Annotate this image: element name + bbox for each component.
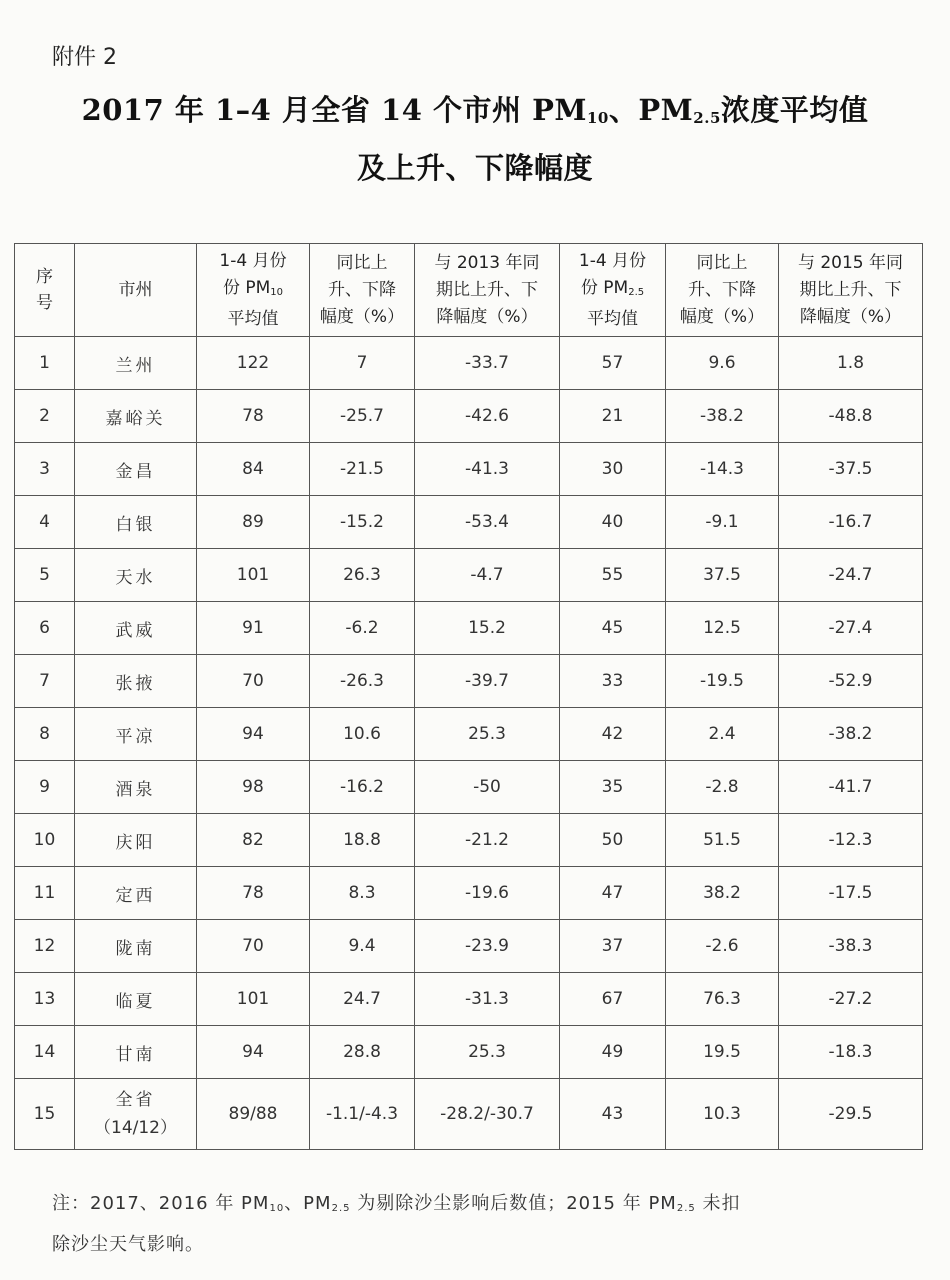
cell-city: 天水 xyxy=(75,549,197,602)
table-row xyxy=(15,496,923,549)
cell-pm10-2013: -21.2 xyxy=(415,814,560,867)
cell-city: 平凉 xyxy=(75,708,197,761)
cell-pm25-2015: -27.2 xyxy=(779,973,923,1026)
cell-seq: 2 xyxy=(15,390,75,443)
cell-pm25-yoy: -14.3 xyxy=(666,443,779,496)
cell-pm10-2013: -4.7 xyxy=(415,549,560,602)
cell-seq: 11 xyxy=(15,867,75,920)
cell-pm10-2013: 15.2 xyxy=(415,602,560,655)
cell-pm25-2015: -17.5 xyxy=(779,867,923,920)
cell-pm10-2013: -19.6 xyxy=(415,867,560,920)
cell-pm10-yoy: -26.3 xyxy=(310,655,415,708)
cell-pm10: 94 xyxy=(197,1026,310,1079)
pm-concentration-table xyxy=(14,243,923,1150)
cell-seq: 14 xyxy=(15,1026,75,1079)
cell-pm25: 67 xyxy=(560,973,666,1026)
cell-pm25: 37 xyxy=(560,920,666,973)
cell-city: 张掖 xyxy=(75,655,197,708)
cell-pm10: 89/88 xyxy=(197,1079,310,1150)
table-header-row xyxy=(15,244,923,337)
cell-pm25-yoy: 9.6 xyxy=(666,337,779,390)
cell-pm10-yoy: 24.7 xyxy=(310,973,415,1026)
cell-pm25-yoy: 37.5 xyxy=(666,549,779,602)
cell-pm10-yoy: -25.7 xyxy=(310,390,415,443)
cell-seq: 4 xyxy=(15,496,75,549)
header-city: 市州 xyxy=(75,244,197,337)
footnote: 注：2017、2016 年 $PM_{10}$、$PM_{2.5}$ 为剔除沙尘影响后数值；2015 年 $PM_{2.5}$ 未扣 除沙尘天气影响。 xyxy=(52,1193,741,1255)
table-row xyxy=(15,708,923,761)
cell-pm25-2015: -27.4 xyxy=(779,602,923,655)
cell-pm25-2015: -37.5 xyxy=(779,443,923,496)
cell-pm25-2015: 1.8 xyxy=(779,337,923,390)
cell-city: 嘉峪关 xyxy=(75,390,197,443)
cell-pm25-yoy: 76.3 xyxy=(666,973,779,1026)
cell-pm10: 91 xyxy=(197,602,310,655)
cell-seq: 6 xyxy=(15,602,75,655)
page-subtitle: 及上升、下降幅度 xyxy=(356,151,593,185)
cell-pm25: 42 xyxy=(560,708,666,761)
cell-pm10: 70 xyxy=(197,655,310,708)
cell-pm10: 101 xyxy=(197,973,310,1026)
table-row xyxy=(15,655,923,708)
cell-city: 陇南 xyxy=(75,920,197,973)
cell-pm25-2015: -41.7 xyxy=(779,761,923,814)
cell-pm10: 122 xyxy=(197,337,310,390)
cell-pm10: 101 xyxy=(197,549,310,602)
cell-pm25: 55 xyxy=(560,549,666,602)
header-seq: 序号 xyxy=(15,244,75,337)
cell-pm25-2015: -24.7 xyxy=(779,549,923,602)
cell-pm25-yoy: 38.2 xyxy=(666,867,779,920)
cell-city: 临夏 xyxy=(75,973,197,1026)
cell-pm10-yoy: 9.4 xyxy=(310,920,415,973)
cell-pm25-2015: -38.3 xyxy=(779,920,923,973)
cell-pm10-yoy: -6.2 xyxy=(310,602,415,655)
cell-pm10-2013: -53.4 xyxy=(415,496,560,549)
cell-city: 定西 xyxy=(75,867,197,920)
table-row xyxy=(15,602,923,655)
table-row xyxy=(15,973,923,1026)
table-row xyxy=(15,920,923,973)
table-row xyxy=(15,1026,923,1079)
cell-pm25: 33 xyxy=(560,655,666,708)
table-row xyxy=(15,390,923,443)
cell-pm10-2013: -28.2/-30.7 xyxy=(415,1079,560,1150)
cell-pm10-2013: 25.3 xyxy=(415,708,560,761)
cell-pm25: 35 xyxy=(560,761,666,814)
cell-pm10: 89 xyxy=(197,496,310,549)
cell-seq: 8 xyxy=(15,708,75,761)
cell-city: 全省 （14/12） xyxy=(75,1079,197,1150)
cell-pm10-2013: -39.7 xyxy=(415,655,560,708)
cell-pm10-yoy: 18.8 xyxy=(310,814,415,867)
cell-pm25-yoy: -9.1 xyxy=(666,496,779,549)
cell-pm25-2015: -38.2 xyxy=(779,708,923,761)
cell-city: 酒泉 xyxy=(75,761,197,814)
cell-city: 甘南 xyxy=(75,1026,197,1079)
cell-pm25: 50 xyxy=(560,814,666,867)
cell-pm25-yoy: 51.5 xyxy=(666,814,779,867)
cell-pm10-2013: -50 xyxy=(415,761,560,814)
cell-pm10: 82 xyxy=(197,814,310,867)
cell-pm25: 57 xyxy=(560,337,666,390)
table-row xyxy=(15,814,923,867)
header-pm25-yoy: 同比上 升、下降 幅度（%） xyxy=(666,244,779,337)
cell-pm10-yoy: 28.8 xyxy=(310,1026,415,1079)
cell-pm25-2015: -12.3 xyxy=(779,814,923,867)
cell-seq: 5 xyxy=(15,549,75,602)
cell-pm10-yoy: 10.6 xyxy=(310,708,415,761)
attachment-label: 附件 2 xyxy=(52,45,117,70)
cell-pm25: 43 xyxy=(560,1079,666,1150)
cell-seq: 9 xyxy=(15,761,75,814)
cell-pm25: 47 xyxy=(560,867,666,920)
cell-pm10-2013: -41.3 xyxy=(415,443,560,496)
cell-pm10: 78 xyxy=(197,867,310,920)
cell-seq: 13 xyxy=(15,973,75,1026)
cell-seq: 12 xyxy=(15,920,75,973)
table-row xyxy=(15,867,923,920)
page-title: 2017 年 1–4 月全省 14 个市州 $PM_{10}$、$PM_{2.5}$浓度平均值 xyxy=(81,93,869,127)
cell-pm25-yoy: 2.4 xyxy=(666,708,779,761)
cell-pm25: 45 xyxy=(560,602,666,655)
cell-pm25: 21 xyxy=(560,390,666,443)
cell-city: 兰州 xyxy=(75,337,197,390)
table-row xyxy=(15,337,923,390)
cell-pm10: 98 xyxy=(197,761,310,814)
cell-pm25-yoy: -38.2 xyxy=(666,390,779,443)
cell-pm10-yoy: -21.5 xyxy=(310,443,415,496)
header-pm10-yoy: 同比上 升、下降 幅度（%） xyxy=(310,244,415,337)
cell-city: 金昌 xyxy=(75,443,197,496)
cell-pm10-yoy: -16.2 xyxy=(310,761,415,814)
cell-pm25-2015: -52.9 xyxy=(779,655,923,708)
cell-pm25-yoy: 19.5 xyxy=(666,1026,779,1079)
cell-seq: 3 xyxy=(15,443,75,496)
cell-pm25-2015: -16.7 xyxy=(779,496,923,549)
cell-pm10-yoy: 7 xyxy=(310,337,415,390)
cell-pm10: 84 xyxy=(197,443,310,496)
cell-pm10: 78 xyxy=(197,390,310,443)
cell-seq: 7 xyxy=(15,655,75,708)
cell-pm25-2015: -18.3 xyxy=(779,1026,923,1079)
cell-pm25-yoy: 12.5 xyxy=(666,602,779,655)
cell-pm25: 30 xyxy=(560,443,666,496)
cell-pm25: 40 xyxy=(560,496,666,549)
cell-pm10-2013: -33.7 xyxy=(415,337,560,390)
cell-pm10-yoy: -15.2 xyxy=(310,496,415,549)
cell-seq: 15 xyxy=(15,1079,75,1150)
cell-pm25-yoy: -2.6 xyxy=(666,920,779,973)
header-pm25-vs2015: 与 2015 年同 期比上升、下 降幅度（%） xyxy=(779,244,923,337)
cell-pm25-yoy: -19.5 xyxy=(666,655,779,708)
cell-pm10-yoy: -1.1/-4.3 xyxy=(310,1079,415,1150)
cell-pm10-2013: -42.6 xyxy=(415,390,560,443)
header-pm25-avg: 1-4 月份 份 $PM_{2.5}$ 平均值 xyxy=(560,244,666,337)
header-pm10-avg: 1-4 月份 份 $PM_{10}$ 平均值 xyxy=(197,244,310,337)
cell-city: 庆阳 xyxy=(75,814,197,867)
cell-pm25-2015: -48.8 xyxy=(779,390,923,443)
cell-pm25: 49 xyxy=(560,1026,666,1079)
cell-pm25-yoy: -2.8 xyxy=(666,761,779,814)
cell-pm10-yoy: 26.3 xyxy=(310,549,415,602)
header-pm10-vs2013: 与 2013 年同 期比上升、下 降幅度（%） xyxy=(415,244,560,337)
cell-pm25-yoy: 10.3 xyxy=(666,1079,779,1150)
cell-city: 白银 xyxy=(75,496,197,549)
cell-pm10: 94 xyxy=(197,708,310,761)
table-row-total xyxy=(15,1079,923,1150)
table-row xyxy=(15,549,923,602)
cell-pm10-2013: -23.9 xyxy=(415,920,560,973)
cell-pm10-yoy: 8.3 xyxy=(310,867,415,920)
cell-pm25-2015: -29.5 xyxy=(779,1079,923,1150)
cell-pm10: 70 xyxy=(197,920,310,973)
cell-city: 武威 xyxy=(75,602,197,655)
table-row xyxy=(15,443,923,496)
cell-pm10-2013: 25.3 xyxy=(415,1026,560,1079)
table-row xyxy=(15,761,923,814)
cell-pm10-2013: -31.3 xyxy=(415,973,560,1026)
cell-seq: 10 xyxy=(15,814,75,867)
cell-seq: 1 xyxy=(15,337,75,390)
